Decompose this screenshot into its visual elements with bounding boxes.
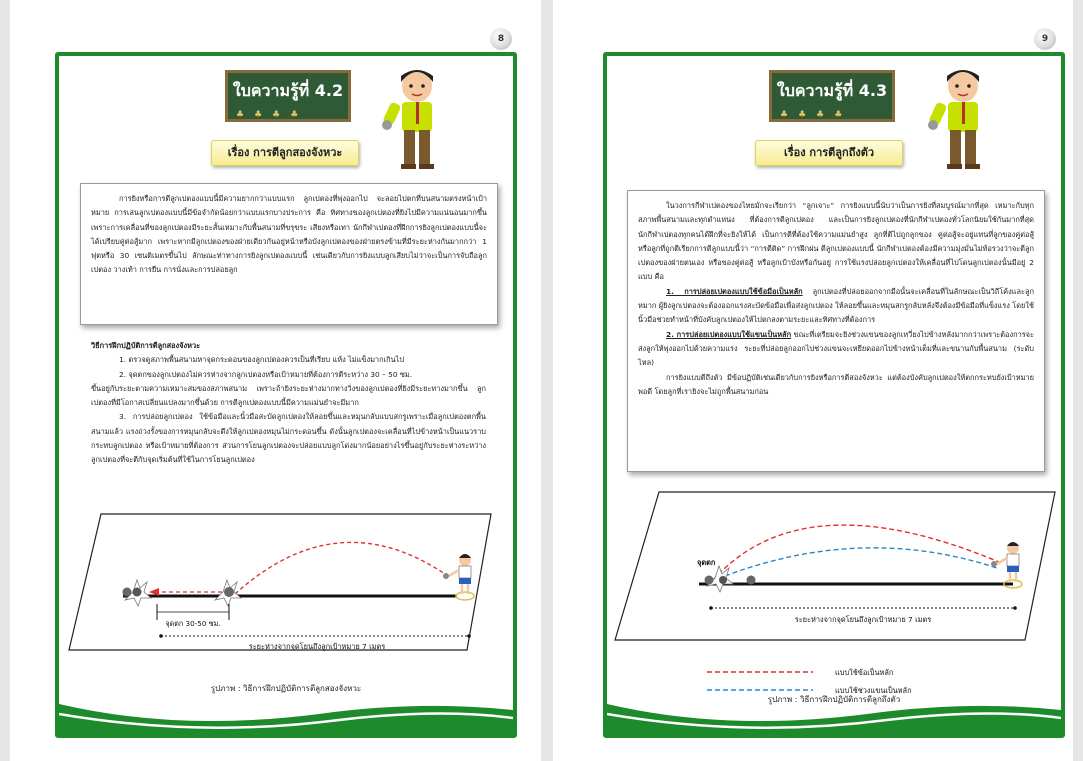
diagram-caption: รูปภาพ : วิธีการฝึกปฏิบัติการตีลูกถึงตัว [767,695,901,704]
method-1 [638,285,1034,328]
method-1-title: 1. การปล่อยเปตองแบบใช้ข้อมือเป็นหลัก [666,286,803,296]
teacher-icon [923,64,1003,174]
subject-banner: เรื่อง การตีลูกสองจังหวะ [211,140,359,166]
method-2-body: ขณะที่เตรียมจะยิงช่วงแขนของลูกเหวี่ยงไปข้างหลังมากกว่าเพราะต้องการจะส่งลูกให้พุ่งออกไปด้วยความแรง ระยะที่ปล่อยลูกออกไปช่วงแขนจะเหยียดออกไปข้างหน้าเต็มที่และขนานกับพื้นสนาม (ระดับไหล) [638,329,1034,368]
content-frame [55,52,517,738]
page-number: 9 [1034,28,1056,50]
diagram-caption: รูปภาพ : วิธีการฝึกปฏิบัติการตีลูกสองจังหวะ [210,684,362,693]
intro-text: ในวงการกีฬาเปตองของไทยมักจะเรียกว่า “ลูกเจาะ” การยิงแบบนี้นับว่าเป็นการยิงที่สมบูรณ์มากที่สุด เหมาะกับทุกสภาพพื้นสนามและทุกตำแหน่ง ที่ต้องการตีลูกเปตอง และเป็นการยิงลูกเปตองที่นักกีฬาเปตองทั่วโลกนิยมใช้กันมากที่สุด นักกีฬาเปตองทุกคนได้ฝึกที่จะยิงให้ได้ เป็นการตีที่ต้องใช้ความแม่นยำสูง ลูกที่ตีไปถูกลูกของ คู่ต่อสู้จะอยู่แทนที่ลูกของคู่ต่อสู้หรือลูกที่ถูกตีเรียกการตีลูกแบบนี้ว่า “การตีติด” การฝึกฝน ตีลูกเปตองแบบนี้ นักกีฬาเปตองต้องมีความมุ่งมั่นไม่ท้อรวงว่าจะตีลูกเปตองของฝ่ายตนเอง หรือของคู่ต่อสู้ หรือลูกเป้าบังหรือกันอยู่ การใช้แรงปล่อยลูกเปตองให้เคลื่อนที่ไปโดนลูกเปตองนั้นมีอยู่ 2 แบบ คือ [638,201,1034,282]
method-1-body: ลูกเปตองที่ปล่อยออกจากมือนั้นจะเคลื่อนที่ในลักษณะเป็นวิถีโค้งและลูกหมาก ผู้ยิงลูกเปตองจะต้องออกแรงสะบัดข้อมือเพื่อส่งลูกเปตอง ให้ลอยขึ้นและหมุนสกรูกลับหลังจึงต้องมีข้อมือที่แข็งแรง โดยใช้นิ้วมือช่วยทำหน้าที่บังคับลูกเปตองให้ไปตกลงตามระยะและทิศทางที่ต้องการ [638,286,1034,325]
bottom-wave [59,684,513,734]
practice-step-1: 1. ตรวจดูสภาพพื้นสนามหาจุดกระดอนของลูกเปตองควรเป็นที่เรียบ แห้ง ไม่แข็งมากเกินไป [119,355,405,365]
knowledge-board [225,70,351,122]
intro-text: การยิงหรือการตีลูกเปตองแบบนี้มีความยากกว่าแบบแรก ลูกเปตองที่พุ่งออกไป จะลอยไปตกที่บนสนามตรงหน้าเป้าหมาย การเล่นลูกเปตองแบบนี้มีข้อจำกัดน้อยกว่าแบบแรกบางประการ คือ ทิศทางของลูกเปตองที่ยิงไปมีความแน่นอนมากขึ้น เพราะการเคลื่อนที่ของลูกเปตองมีระยะสั้นเหมาะกับพื้นสนามที่ขรุขระ เสียงหรือเทา นักกีฬาเปตองที่ฝึกการยิงลูกเปตองแบบนี้จะได้เปรียบคู่ต่อสู้มาก เพราะหากมีลูกเปตองของฝ่ายเดียวกันอยู่หน้าหรือบังลูกเปตองของฝ่ายตรงข้ามที่มีระยะห่างกันมากกว่า 1 ฟุตหรือ 30 เซนติเมตรขึ้นไป ลักษณะท่าทางการยิงลูกเปตองแบบนี้ เช่นเดียวกับการยิงแบบลูกเสียบไม่ว่าจะเป็นการจับถือลูกเปตอง วางเท้า การยืน การนั่งและการปล่อยลูก [91,194,487,275]
intro-box [80,183,498,325]
practice-step-2b: ขึ้นอยู่กับระยะตามความเหมาะสมของสภาพสนาม เพราะถ้ายิงระยะห่างมากทางวิ่งของลูกเปตองที่ยิงมีระยะทางมากขึ้น ลูกเปตองที่มีโอกาสเปลี่ยนแปลงมากขึ้นด้วย การตีลูกเปตองแบบนี้มีความแม่นยำจะมีมาก [91,383,486,408]
subject-banner: เรื่อง การตีลูกถึงตัว [755,140,903,166]
kids-icon: ♣♣♣♣ [236,110,309,120]
field-outline [69,514,491,650]
practice-section [91,339,486,468]
legend-1-label: แบบใช้ข้อเป็นหลัก [835,668,894,677]
bottom-wave [607,684,1061,734]
page-right [553,0,1073,761]
board-title: ใบความรู้ที่ 4.2 [232,81,344,100]
landing-point-label: จุดตก [697,558,716,567]
closing-text: การยิงแบบตีถึงตัว มีข้อปฏิบัติเช่นเดียวกับการยิงหรือการตีสองจังหวะ แต่ต้องบังคับลูกเปตองให้ตกกระทบยังเป้าหมายพอดี โดยลูกที่เรายิงจะไม่ถูกพื้นสนามก่อน [638,372,1034,396]
practice-title: วิธีการฝึกปฏิบัติการตีลูกสองจังหวะ [91,341,201,350]
teacher-icon [377,64,457,174]
practice-step-2a: 2. จุดตกของลูกเปตองไม่ควรห่างจากลูกเปตองหรือเป้าหมายที่ต้องการตีระหว่าง 30 – 50 ซม. [119,369,413,379]
page-left [10,0,541,761]
method-2-title: 2. การปล่อยเปตองแบบใช้แขนเป็นหลัก [666,329,792,339]
distance-label: ระยะห่างจากจุดโยนถึงลูกเป้าหมาย 7 เมตร [794,615,932,624]
gap-label: จุดตก 30-50 ซม. [165,619,221,628]
kids-icon: ♣♣♣♣ [780,110,853,120]
board-title: ใบความรู้ที่ 4.3 [776,81,888,100]
page-number: 8 [490,28,512,50]
content-frame [603,52,1065,738]
legend-2-label: แบบใช้ช่วงแขนเป็นหลัก [835,686,912,695]
distance-label: ระยะห่างจากจุดโยนถึงลูกเป้าหมาย 7 เมตร [248,642,386,651]
intro-box [627,190,1045,472]
practice-step-3: 3. การปล่อยลูกเปตอง ใช้ข้อมือและนิ้วมือสะบัดลูกเปตองให้ลอยขึ้นและหมุนกลับแบบสกรูเพราะเมื่อลูกเปตองตกพื้นสนามแล้ว แรงถ่วงรั้งของการหมุนกลับจะดึงให้ลูกเปตองหมุนไม่กระดอนขึ้น ดังนั้นลูกเปตองจะเคลื่อนที่ไปข้างหน้าเป็นแนวราบกระทบลูกเปตอง หรือเป้าหมายที่ต้องการ ส่วนการโยนลูกเปตองจะปล่อยแบบลูกโด่งมากน้อยอย่างไรขึ้นอยู่กับระยะห่างระหว่างลูกเปตองที่จะตีกับจุดเริ่มต้นที่ใช้ในการโยนลูกเปตอง [91,412,486,465]
method-2 [638,328,1034,371]
knowledge-board [769,70,895,122]
two-bounce-diagram [67,508,507,688]
